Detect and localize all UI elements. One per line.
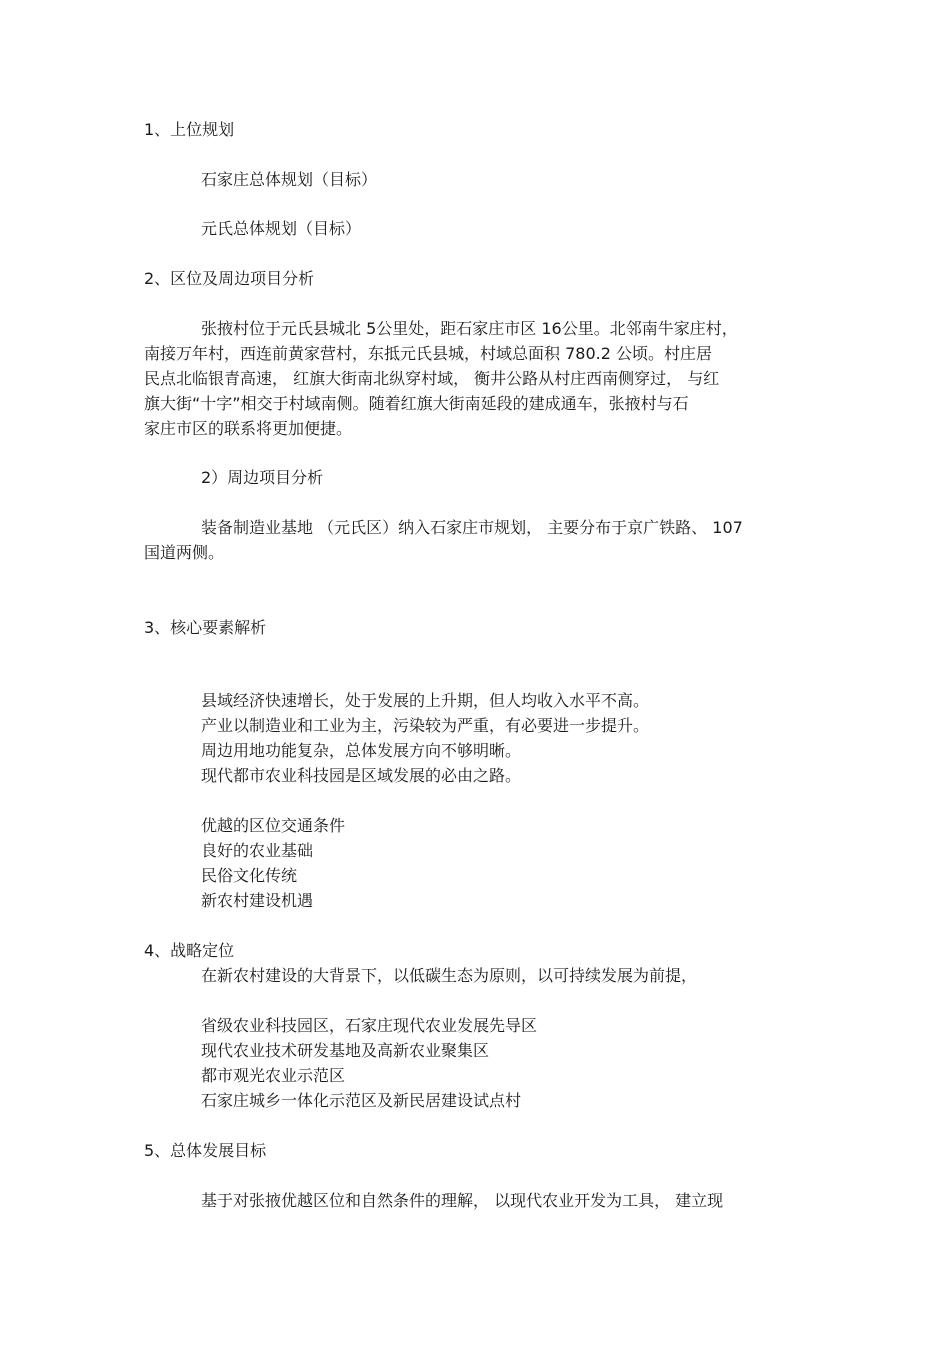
section-1-heading: 1、上位规划 xyxy=(144,120,235,139)
section-2-para2-line: 装备制造业基地 （元氏区）纳入石家庄市规划， 主要分布于京广铁路、 107 xyxy=(201,518,743,537)
section-4-intro: 在新农村建设的大背景下，以低碳生态为原则，以可持续发展为前提， xyxy=(201,966,698,985)
section-5-para: 基于对张掖优越区位和自然条件的理解， 以现代农业开发为工具， 建立现 xyxy=(201,1191,724,1210)
section-4-item: 石家庄城乡一体化示范区及新民居建设试点村 xyxy=(201,1091,522,1110)
section-2-para1-line: 家庄市区的联系将更加便捷。 xyxy=(144,419,353,438)
section-4-item: 现代农业技术研发基地及高新农业聚集区 xyxy=(201,1041,490,1060)
section-3-heading: 3、核心要素解析 xyxy=(144,618,267,637)
section-2-para1-line: 旗大街“十字”相交于村域南侧。随着红旗大街南延段的建成通车，张掖村与石 xyxy=(144,394,689,413)
section-3-point: 现代都市农业科技园是区域发展的必由之路。 xyxy=(201,766,522,785)
section-3-advantage: 民俗文化传统 xyxy=(201,866,298,885)
section-2-para1-line: 民点北临银青高速， 红旗大街南北纵穿村域， 衡井公路从村庄西南侧穿过， 与红 xyxy=(144,369,720,388)
section-2-para2-line: 国道两侧。 xyxy=(144,543,225,562)
section-3-advantage: 优越的区位交通条件 xyxy=(201,816,346,835)
section-4-item: 都市观光农业示范区 xyxy=(201,1066,346,1085)
section-5-heading: 5、总体发展目标 xyxy=(144,1141,267,1160)
section-3-point: 周边用地功能复杂，总体发展方向不够明晰。 xyxy=(201,741,522,760)
section-1-item: 元氏总体规划（目标） xyxy=(201,219,362,238)
section-4-item: 省级农业科技园区，石家庄现代农业发展先导区 xyxy=(201,1016,538,1035)
section-2-para1-line: 南接万年村，西连前黄家营村，东抵元氏县城，村域总面积 780.2 公顷。村庄居 xyxy=(144,344,712,363)
section-3-advantage: 新农村建设机遇 xyxy=(201,891,314,910)
section-2-para1-line: 张掖村位于元氏县城北 5公里处，距石家庄市区 16公里。北邻南牛家庄村， xyxy=(201,319,738,338)
section-2-heading: 2、区位及周边项目分析 xyxy=(144,269,315,288)
section-2-subheading: 2）周边项目分析 xyxy=(201,468,324,487)
section-3-point: 产业以制造业和工业为主，污染较为严重，有必要进一步提升。 xyxy=(201,716,650,735)
section-3-point: 县域经济快速增长，处于发展的上升期，但人均收入水平不高。 xyxy=(201,691,650,710)
section-1-item: 石家庄总体规划（目标） xyxy=(201,170,378,189)
section-4-heading: 4、战略定位 xyxy=(144,941,235,960)
section-3-advantage: 良好的农业基础 xyxy=(201,841,314,860)
